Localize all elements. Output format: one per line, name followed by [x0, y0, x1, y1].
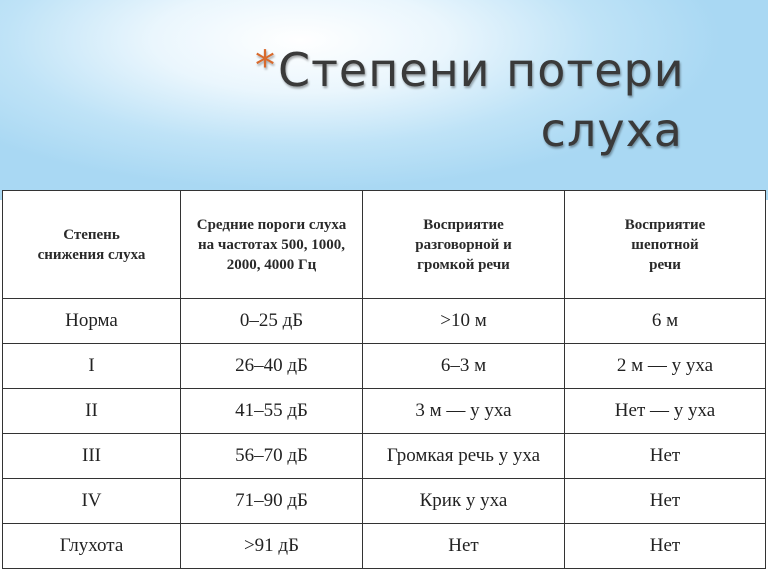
cell-threshold: 71–90 дБ	[181, 479, 363, 524]
slide-title	[255, 40, 695, 160]
bullet-asterisk: *	[255, 43, 276, 89]
header-degree	[3, 191, 181, 299]
cell-whisper: Нет — у уха	[565, 389, 766, 434]
cell-degree: III	[3, 434, 181, 479]
cell-speech: Крик у уха	[363, 479, 565, 524]
cell-threshold: 0–25 дБ	[181, 299, 363, 344]
table-row	[3, 524, 766, 569]
cell-whisper: Нет	[565, 434, 766, 479]
header-thresholds-text: Средние пороги слуха на частотах 500, 1000, 2000, 4000 Гц	[196, 216, 347, 273]
cell-speech: >10 м	[363, 299, 565, 344]
header-speech-text: Восприятие разговорной и громкой речи	[415, 216, 512, 273]
cell-speech: 6–3 м	[363, 344, 565, 389]
cell-threshold: 41–55 дБ	[181, 389, 363, 434]
cell-whisper: 2 м — у уха	[565, 344, 766, 389]
cell-degree: Норма	[3, 299, 181, 344]
table-row	[3, 299, 766, 344]
cell-degree: Глухота	[3, 524, 181, 569]
cell-degree: IV	[3, 479, 181, 524]
title-line-1	[255, 40, 695, 100]
cell-whisper: 6 м	[565, 299, 766, 344]
header-whisper-text: Восприятие шепотной речи	[624, 216, 706, 273]
table-row	[3, 344, 766, 389]
table-row	[3, 479, 766, 524]
cell-degree: II	[3, 389, 181, 434]
title-line-1-text: Степени потери	[278, 43, 685, 97]
table-row	[3, 389, 766, 434]
cell-speech: 3 м — у уха	[363, 389, 565, 434]
cell-speech: Громкая речь у уха	[363, 434, 565, 479]
cell-whisper: Нет	[565, 524, 766, 569]
cell-whisper: Нет	[565, 479, 766, 524]
header-degree-text: Степень снижения слуха	[37, 226, 146, 263]
cell-speech: Нет	[363, 524, 565, 569]
cell-threshold: 56–70 дБ	[181, 434, 363, 479]
cell-threshold: 26–40 дБ	[181, 344, 363, 389]
header-whisper	[565, 191, 766, 299]
cell-threshold: >91 дБ	[181, 524, 363, 569]
title-line-2: слуха	[540, 103, 683, 157]
table-row	[3, 434, 766, 479]
hearing-loss-table	[2, 190, 766, 569]
header-thresholds	[181, 191, 363, 299]
table-header-row	[3, 191, 766, 299]
cell-degree: I	[3, 344, 181, 389]
header-speech	[363, 191, 565, 299]
